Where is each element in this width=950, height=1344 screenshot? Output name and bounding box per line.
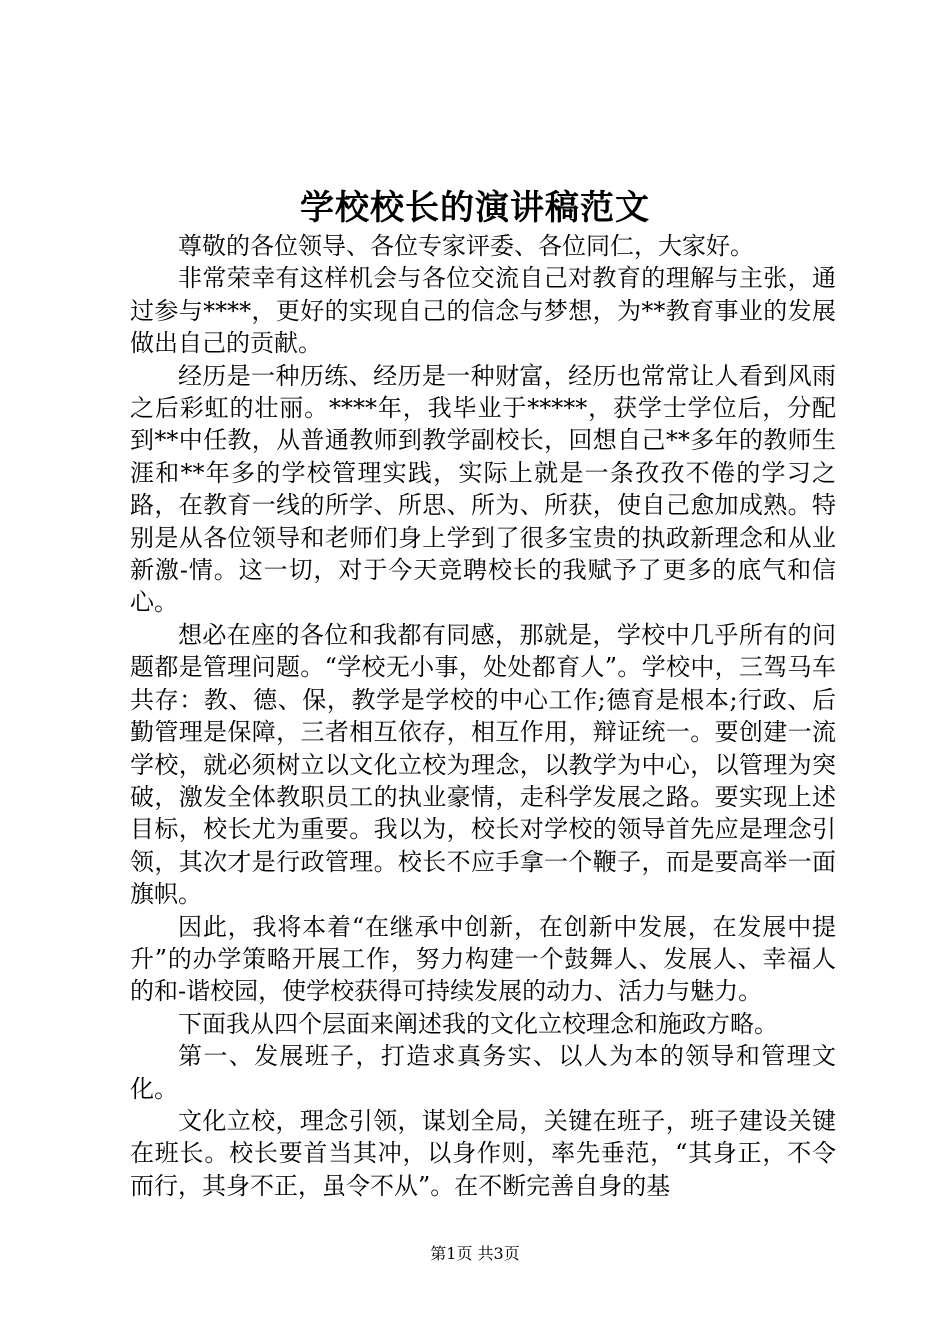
document-body xyxy=(130,230,836,1202)
paragraph-experience: 经历是一种历练、经历是一种财富，经历也常常让人看到风雨之后彩虹的壮丽。****年，我毕业于*****，获学士学位后，分配到**中任教，从普通教师到教学副校长，回想自己**多年的教师生涯和**年多的学校管理实践，实际上就是一条孜孜不倦的学习之路，在教育一线的所学、所思、所为、所获，使自己愈加成熟。特别是从各位领导和老师们身上学到了很多宝贵的执政新理念和从业新激-情。这一切，对于今天竞聘校长的我赋予了更多的底气和信心。 xyxy=(130,361,836,617)
paragraph-management: 想必在座的各位和我都有同感，那就是，学校中几乎所有的问题都是管理问题。“学校无小事，处处都育人”。学校中，三驾马车共存：教、德、保，教学是学校的中心工作;德育是根本;行政、后勤管理是保障，三者相互依存，相互作用，辩证统一。要创建一流学校，就必须树立以文化立校为理念，以教学为中心，以管理为突破，激发全体教职员工的执业豪情，走科学发展之路。要实现上述目标，校长尤为重要。我以为，校长对学校的领导首先应是理念引领，其次才是行政管理。校长不应手拿一个鞭子，而是要高举一面旗帜。 xyxy=(130,620,836,909)
paragraph-strategy: 因此，我将本着“在继承中创新，在创新中发展，在发展中提升”的办学策略开展工作，努力构建一个鼓舞人、发展人、幸福人的和-谐校园，使学校获得可持续发展的动力、活力与魅力。 xyxy=(130,912,836,1006)
paragraph-intro: 非常荣幸有这样机会与各位交流自己对教育的理解与主张，通过参与****，更好的实现自己的信念与梦想，为**教育事业的发展做出自己的贡献。 xyxy=(130,264,836,358)
page-footer: 第1页 共3页 xyxy=(430,1244,520,1263)
paragraph-greeting: 尊敬的各位领导、各位专家评委、各位同仁，大家好。 xyxy=(178,232,754,260)
paragraph-section-one-heading: 第一、发展班子，打造求真务实、以人为本的领导和管理文化。 xyxy=(130,1042,836,1103)
paragraph-section-one-body: 文化立校，理念引领，谋划全局，关键在班子，班子建设关键在班长。校长要首当其冲，以身作则，率先垂范，“其身正，不令而行，其身不正，虽令不从”。在不断完善自身的基 xyxy=(130,1106,836,1200)
paragraph-outline: 下面我从四个层面来阐述我的文化立校理念和施政方略。 xyxy=(178,1009,778,1038)
document-title: 学校校长的演讲稿范文 xyxy=(300,188,650,228)
